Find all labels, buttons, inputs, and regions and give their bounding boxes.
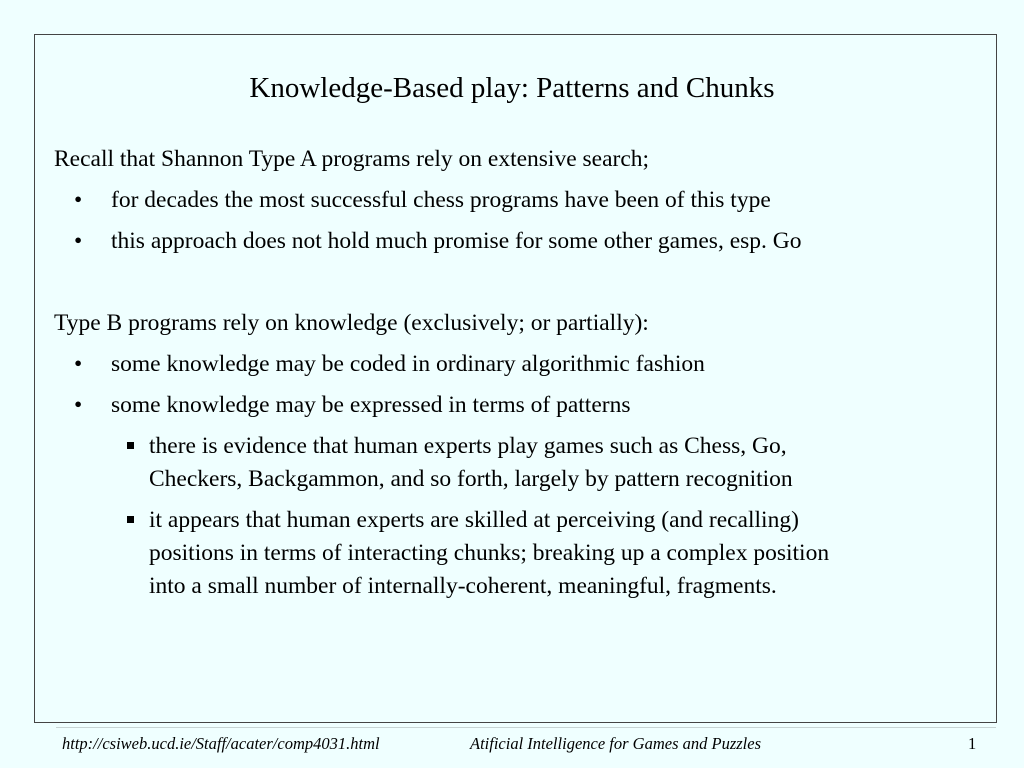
slide-body [54,143,984,603]
section2-intro: Type B programs rely on knowledge (exclusively; or partially): [54,310,649,336]
paragraph-gap [54,258,984,307]
bullet-item [54,225,984,258]
bullet-icon: • [74,351,83,377]
slide-title: Knowledge-Based play: Patterns and Chunks [249,72,775,104]
square-bullet-icon [127,442,134,449]
section1-intro: Recall that Shannon Type A programs rely on extensive search; [54,146,650,172]
bullet-text: some knowledge may be expressed in terms of patterns [111,392,631,418]
square-bullet-icon [127,516,134,523]
sub-bullet-item [54,504,984,603]
bullet-item [54,389,984,422]
bullet-icon: • [74,392,83,418]
page-number: 1 [968,734,977,753]
sub-bullet-line: there is evidence that human experts play games such as Chess, Go, [149,433,787,459]
sub-bullet-line: Checkers, Backgammon, and so forth, largely by pattern recognition [149,466,793,492]
footer-divider [56,727,996,728]
bullet-item [54,348,984,381]
bullet-icon: • [74,228,83,254]
bullet-text: some knowledge may be coded in ordinary algorithmic fashion [111,351,705,377]
sub-bullet-line: positions in terms of interacting chunks; breaking up a complex position [149,540,830,566]
bullet-text: this approach does not hold much promise for some other games, esp. Go [111,228,802,254]
sub-bullet-line: into a small number of internally-coherent, meaningful, fragments. [149,573,777,599]
bullet-item [54,184,984,217]
sub-bullet-item [54,430,984,496]
footer-course-title: Atificial Intelligence for Games and Puzzles [470,734,761,753]
bullet-icon: • [74,187,83,213]
bullet-text: for decades the most successful chess programs have been of this type [111,187,771,213]
footer-url-link[interactable]: http://csiweb.ucd.ie/Staff/acater/comp4031.html [62,734,380,753]
sub-bullet-line: it appears that human experts are skilled at perceiving (and recalling) [149,507,799,533]
